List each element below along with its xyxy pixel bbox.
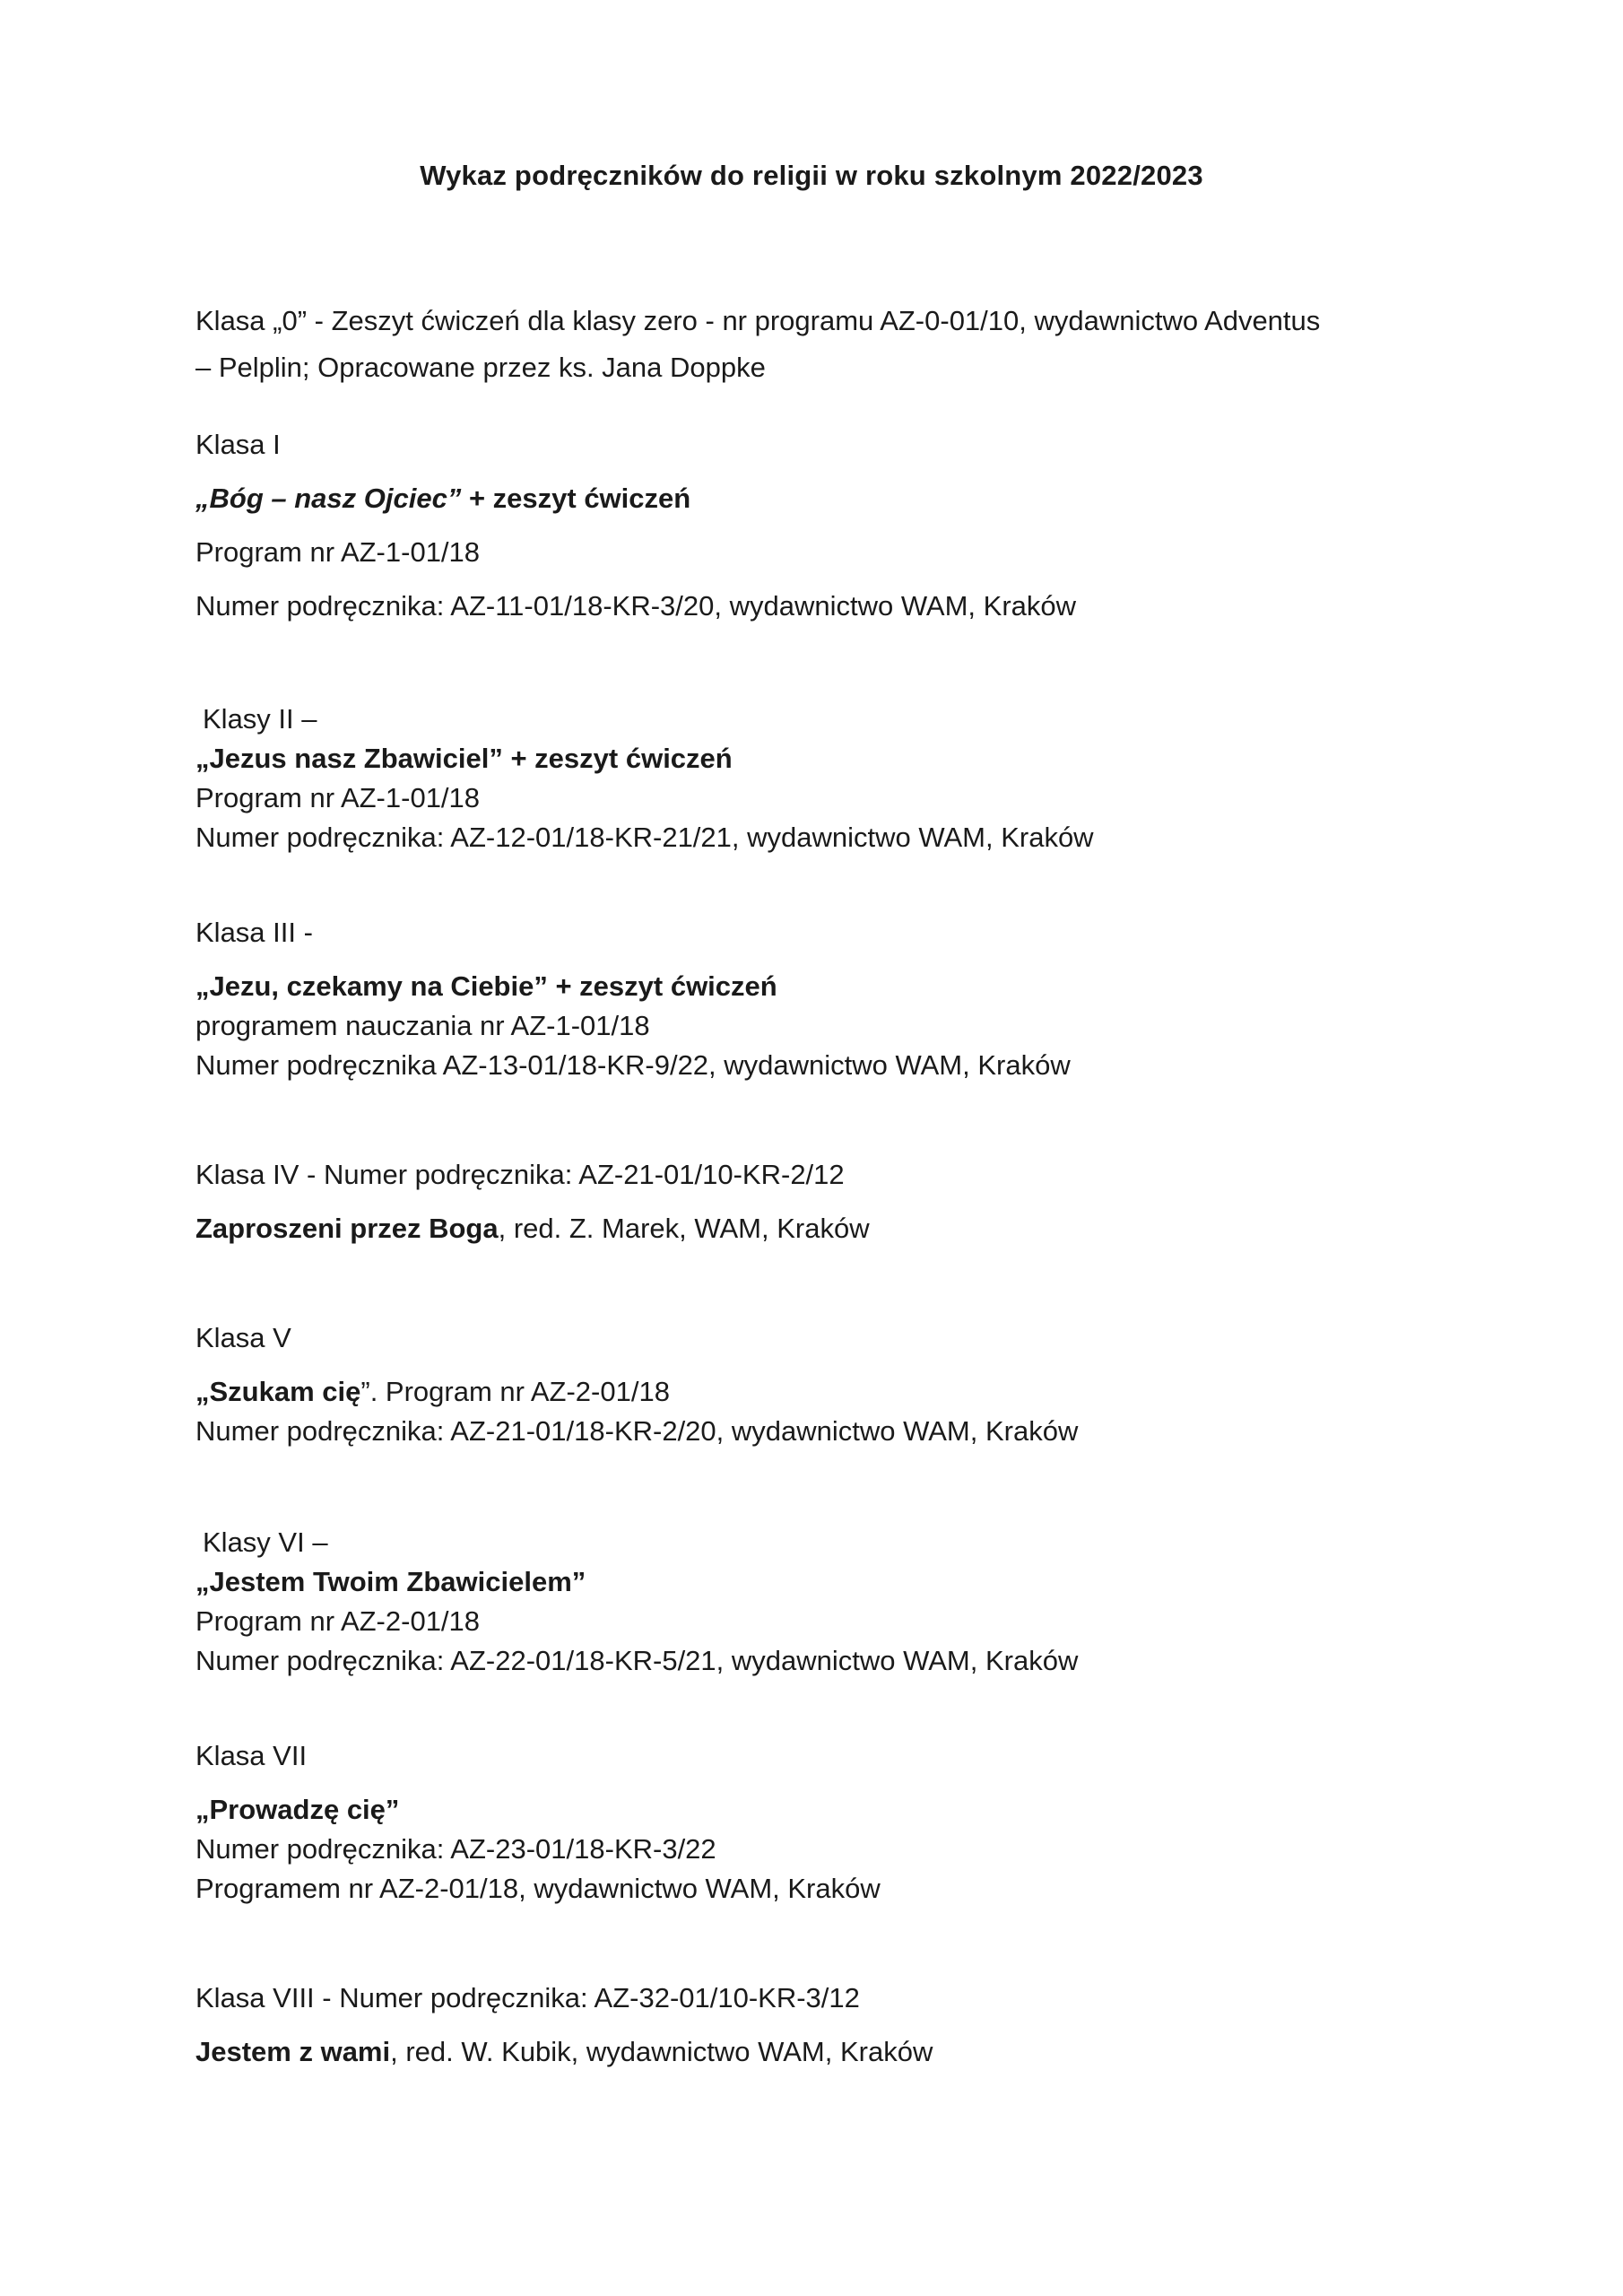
klasa-5-numer: Numer podręcznika: AZ-21-01/18-KR-2/20, wydawnictwo WAM, Kraków <box>195 1415 1079 1447</box>
klasa-4-book-extra: , red. Z. Marek, WAM, Kraków <box>498 1213 870 1244</box>
klasa-7-program: Programem nr AZ-2-01/18, wydawnictwo WAM, Kraków <box>195 1873 881 1904</box>
klasa-6-program: Program nr AZ-2-01/18 <box>195 1605 481 1637</box>
klasa-0-line-1: Klasa „0” - Zeszyt ćwiczeń dla klasy zero - nr programu AZ-0-01/10, wydawnictwo Adventus <box>195 305 1321 336</box>
klasa-5-book-title: „Szukam cię <box>195 1376 361 1407</box>
klasa-7-heading: Klasa VII <box>195 1740 308 1771</box>
klasa-5-book-line <box>195 1374 670 1410</box>
klasa-2-heading: Klasy II – <box>203 703 317 735</box>
klasa-6-numer: Numer podręcznika: AZ-22-01/18-KR-5/21, wydawnictwo WAM, Kraków <box>195 1645 1079 1676</box>
klasa-8-heading: Klasa VIII - Numer podręcznika: AZ-32-01/10-KR-3/12 <box>195 1982 860 2013</box>
klasa-1-program: Program nr AZ-1-01/18 <box>195 536 481 568</box>
klasa-4-book-title: Zaproszeni przez Boga <box>195 1213 499 1244</box>
klasa-3-numer: Numer podręcznika AZ-13-01/18-KR-9/22, wydawnictwo WAM, Kraków <box>195 1049 1071 1081</box>
klasa-1-numer: Numer podręcznika: AZ-11-01/18-KR-3/20, wydawnictwo WAM, Kraków <box>195 590 1077 622</box>
klasa-0-line-2: – Pelplin; Opracowane przez ks. Jana Doppke <box>195 352 766 383</box>
klasa-4-book-line <box>195 1211 870 1247</box>
klasa-4-heading: Klasa IV - Numer podręcznika: AZ-21-01/10-KR-2/12 <box>195 1159 845 1190</box>
document-title: Wykaz podręczników do religii w roku szkolnym 2022/2023 <box>420 160 1203 191</box>
klasa-6-heading: Klasy VI – <box>203 1526 328 1558</box>
klasa-2-numer: Numer podręcznika: AZ-12-01/18-KR-21/21, wydawnictwo WAM, Kraków <box>195 822 1094 853</box>
klasa-1-book-title: „Bóg – nasz Ojciec” <box>195 483 462 514</box>
klasa-8-book-title: Jestem z wami <box>195 2036 391 2067</box>
klasa-1-book-extra: + zeszyt ćwiczeń <box>461 483 691 514</box>
klasa-3-program: programem nauczania nr AZ-1-01/18 <box>195 1010 650 1041</box>
klasa-1-heading: Klasa I <box>195 429 281 460</box>
klasa-5-book-extra: ”. Program nr AZ-2-01/18 <box>360 1376 670 1407</box>
klasa-2-book-title: „Jezus nasz Zbawiciel” + zeszyt ćwiczeń <box>195 743 733 774</box>
klasa-3-book-title: „Jezu, czekamy na Ciebie” + zeszyt ćwiczeń <box>195 970 777 1002</box>
klasa-3-heading: Klasa III - <box>195 917 313 948</box>
klasa-6-book-title: „Jestem Twoim Zbawicielem” <box>195 1566 586 1597</box>
klasa-1-book-line <box>195 481 690 517</box>
klasa-8-book-line <box>195 2034 933 2070</box>
klasa-7-book-title: „Prowadzę cię” <box>195 1794 400 1825</box>
klasa-5-heading: Klasa V <box>195 1322 291 1353</box>
klasa-8-book-extra: , red. W. Kubik, wydawnictwo WAM, Kraków <box>390 2036 933 2067</box>
klasa-7-numer: Numer podręcznika: AZ-23-01/18-KR-3/22 <box>195 1833 716 1865</box>
klasa-2-program: Program nr AZ-1-01/18 <box>195 782 481 813</box>
